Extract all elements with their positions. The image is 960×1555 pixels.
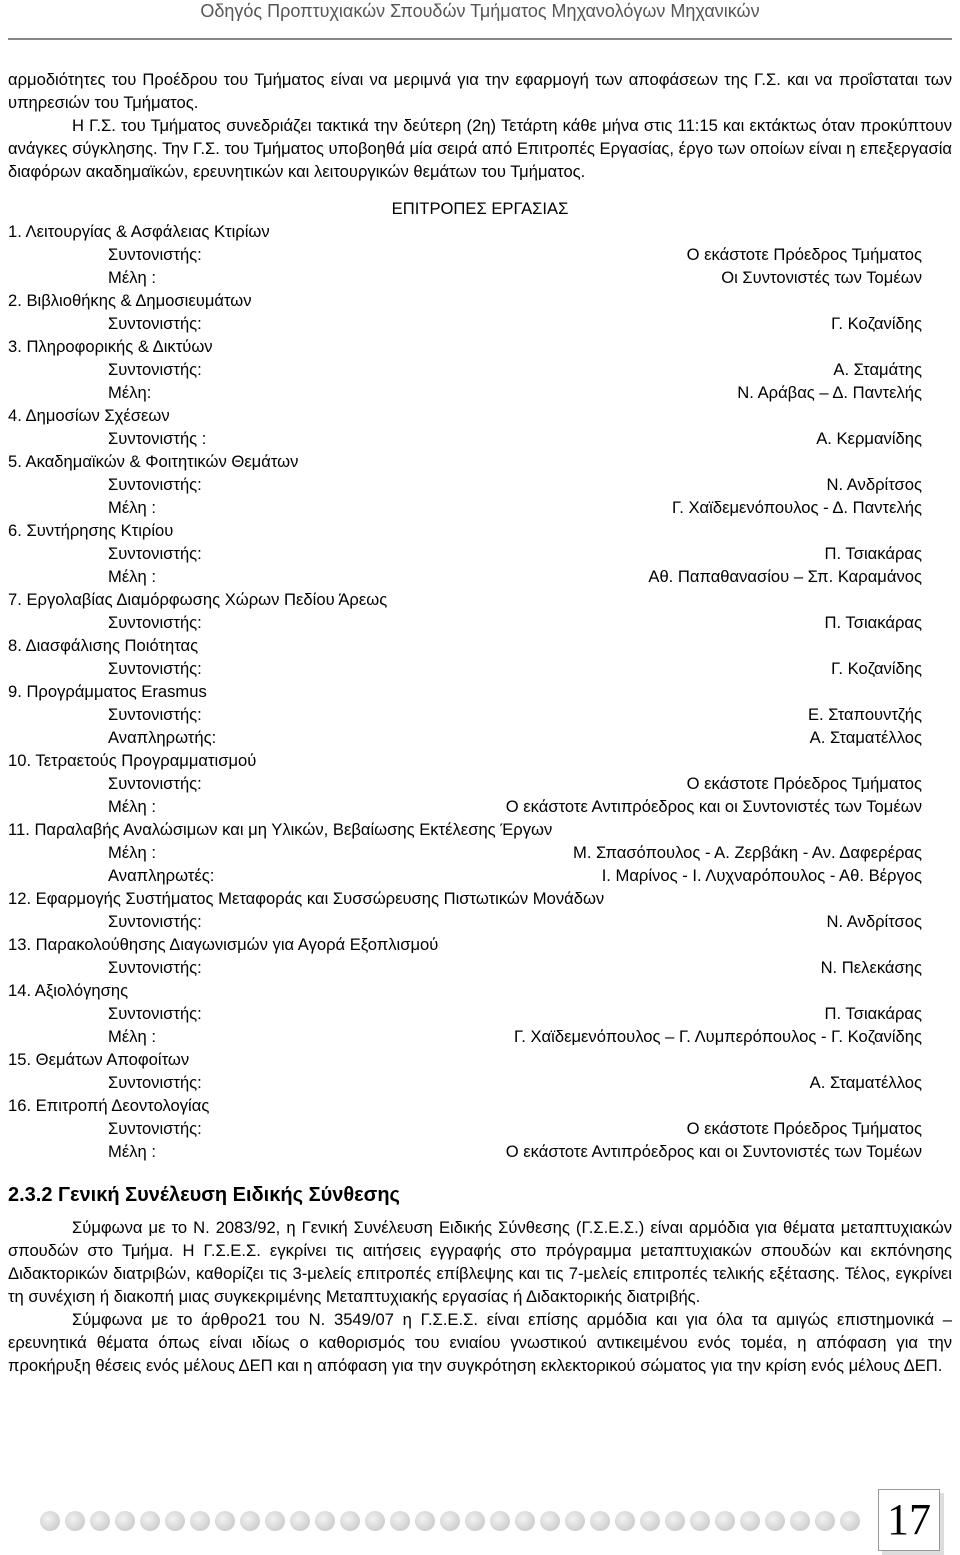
role-label: Συντονιστής: <box>108 912 202 931</box>
committee-role-row <box>8 910 952 933</box>
role-label: Μέλη : <box>108 1142 156 1161</box>
committee-item <box>8 335 952 404</box>
committee-role-row <box>8 427 952 450</box>
decorative-dot <box>465 1511 485 1531</box>
committee-role-row <box>8 358 952 381</box>
role-label: Αναπληρωτής: <box>108 728 217 747</box>
page-content <box>8 68 952 1377</box>
decorative-dot <box>290 1511 310 1531</box>
committees-list <box>8 220 952 1163</box>
section-paragraph-2: Σύμφωνα με το άρθρο21 του Ν. 3549/07 η Γ.Σ.Ε.Σ. είναι επίσης αρμόδια και για όλα τα αμιγώς επιστημονικά – ερευνητικά θέματα όπως είναι ιδίως ο καθορισμός του ενιαίου γνωστικού αντικειμένου ενός τομέα, η απόφαση για την προκήρυξη θέσεις ενός μέλους ΔΕΠ και η απόφαση για την συγκρότηση εκλεκτορικού σώματος για την κρίση ενός μέλους ΔΕΠ. <box>8 1310 952 1375</box>
role-label: Μέλη : <box>108 268 156 287</box>
committee-role-row <box>8 381 952 404</box>
decorative-dot <box>340 1511 360 1531</box>
committee-title: 13. Παρακολούθησης Διαγωνισμών για Αγορά Εξοπλισμού <box>8 935 439 954</box>
role-label: Συντονιστής: <box>108 613 202 632</box>
decorative-dot <box>265 1511 285 1531</box>
decorative-dot <box>165 1511 185 1531</box>
role-value: Ν. Ανδρίτσος <box>826 912 922 931</box>
committee-item <box>8 220 952 289</box>
committee-item <box>8 933 952 979</box>
page-number: 17 <box>878 1489 940 1551</box>
decorative-dot <box>640 1511 660 1531</box>
decorative-dot <box>690 1511 710 1531</box>
committee-title: 10. Τετραετούς Προγραμματισμού <box>8 751 257 770</box>
decorative-dot <box>765 1511 785 1531</box>
committee-item <box>8 979 952 1048</box>
role-label: Συντονιστής: <box>108 1004 202 1023</box>
role-label: Συντονιστής: <box>108 659 202 678</box>
role-value: Ν. Πελεκάσης <box>820 958 922 977</box>
role-value: Ν. Αράβας – Δ. Παντελής <box>737 383 922 402</box>
committee-role-row <box>8 312 952 335</box>
committee-title: 15. Θεμάτων Αποφοίτων <box>8 1050 190 1069</box>
intro-paragraph-1: αρμοδιότητες του Προέδρου του Τμήματος είναι να μεριμνά για την εφαρμογή των αποφάσεων της Γ.Σ. και να προΐσταται των υπηρεσιών του Τμήματος. <box>8 70 952 112</box>
role-label: Μέλη : <box>108 567 156 586</box>
decorative-dot <box>490 1511 510 1531</box>
role-value: Γ. Χαϊδεμενόπουλος - Δ. Παντελής <box>671 498 922 517</box>
decorative-dot <box>590 1511 610 1531</box>
decorative-dot <box>515 1511 535 1531</box>
role-label: Μέλη : <box>108 1027 156 1046</box>
role-value: Ο εκάστοτε Πρόεδρος Τμήματος <box>686 245 922 264</box>
decorative-dot <box>740 1511 760 1531</box>
committee-role-row <box>8 1071 952 1094</box>
role-value: Γ. Χαϊδεμενόπουλος – Γ. Λυμπερόπουλος - Γ. Κοζανίδης <box>513 1027 922 1046</box>
role-label: Μέλη: <box>108 383 152 402</box>
committee-role-row <box>8 864 952 887</box>
role-label: Συντονιστής: <box>108 475 202 494</box>
committee-item <box>8 519 952 588</box>
committee-title: 7. Εργολαβίας Διαμόρφωσης Χώρων Πεδίου Άρεως <box>8 590 388 609</box>
committee-item <box>8 404 952 450</box>
role-label: Συντονιστής: <box>108 1073 202 1092</box>
committee-title: 4. Δημοσίων Σχέσεων <box>8 406 170 425</box>
committee-role-row <box>8 611 952 634</box>
committee-role-row <box>8 266 952 289</box>
intro-paragraph-2: Η Γ.Σ. του Τμήματος συνεδριάζει τακτικά την δεύτερη (2η) Τετάρτη κάθε μήνα στις 11:15 και εκτάκτως όταν προκύπτουν ανάγκες σύγκλησης. Την Γ.Σ. του Τμήματος υποβοηθά μία σειρά από Επιτροπές Εργασίας, έργο των οποίων είναι η επεξεργασία διαφόρων ακαδημαϊκών, ερευνητικών και λειτουργικών θεμάτων του Τμήματος. <box>8 116 952 181</box>
committee-role-row <box>8 841 952 864</box>
decorative-dot <box>715 1511 735 1531</box>
committee-role-row <box>8 565 952 588</box>
committee-role-row <box>8 473 952 496</box>
committee-title: 11. Παραλαβής Αναλώσιμων και μη Υλικών, Βεβαίωσης Εκτέλεσης Έργων <box>8 820 553 839</box>
committee-item <box>8 887 952 933</box>
committee-role-row <box>8 726 952 749</box>
decorative-dot <box>365 1511 385 1531</box>
committee-item <box>8 680 952 749</box>
role-label: Συντονιστής: <box>108 314 202 333</box>
committee-title: 14. Αξιολόγησης <box>8 981 129 1000</box>
decorative-dot <box>440 1511 460 1531</box>
role-value: Οι Συντονιστές των Τομέων <box>721 268 922 287</box>
committee-title: 3. Πληροφορικής & Δικτύων <box>8 337 213 356</box>
role-label: Μέλη : <box>108 797 156 816</box>
role-label: Μέλη : <box>108 843 156 862</box>
committee-item <box>8 634 952 680</box>
role-label: Συντονιστής: <box>108 705 202 724</box>
role-value: Ι. Μαρίνος - Ι. Λυχναρόπουλος - Αθ. Βέργος <box>601 866 922 885</box>
committee-title: 6. Συντήρησης Κτιρίου <box>8 521 174 540</box>
committee-role-row <box>8 795 952 818</box>
role-value: Α. Σταματέλλος <box>809 1073 922 1092</box>
role-value: Π. Τσιακάρας <box>824 1004 922 1023</box>
committee-title: 5. Ακαδημαϊκών & Φοιτητικών Θεμάτων <box>8 452 299 471</box>
decorative-dot <box>815 1511 835 1531</box>
decorative-dot <box>40 1511 60 1531</box>
committee-title: 9. Προγράμματος Erasmus <box>8 682 207 701</box>
role-label: Αναπληρωτές: <box>108 866 215 885</box>
committee-role-row <box>8 703 952 726</box>
role-label: Μέλη : <box>108 498 156 517</box>
committee-role-row <box>8 496 952 519</box>
committee-role-row <box>8 956 952 979</box>
role-value: Ο εκάστοτε Πρόεδρος Τμήματος <box>686 774 922 793</box>
decorative-dot <box>65 1511 85 1531</box>
committee-title: 16. Επιτροπή Δεοντολογίας <box>8 1096 210 1115</box>
decorative-dot <box>615 1511 635 1531</box>
committee-item <box>8 289 952 335</box>
committee-item <box>8 1094 952 1163</box>
role-value: Π. Τσιακάρας <box>824 544 922 563</box>
decorative-dot <box>415 1511 435 1531</box>
decorative-dot <box>115 1511 135 1531</box>
committee-role-row <box>8 772 952 795</box>
section-heading: 2.3.2 Γενική Συνέλευση Ειδικής Σύνθεσης <box>8 1184 400 1206</box>
role-label: Συντονιστής: <box>108 360 202 379</box>
role-value: Αθ. Παπαθανασίου – Σπ. Καραμάνος <box>648 567 922 586</box>
decorative-dot <box>540 1511 560 1531</box>
committee-title: 1. Λειτουργίας & Ασφάλειας Κτιρίων <box>8 222 270 241</box>
decorative-dot <box>215 1511 235 1531</box>
committee-item <box>8 1048 952 1094</box>
running-header: Οδηγός Προπτυχιακών Σπουδών Τμήματος Μηχανολόγων Μηχανικών <box>200 1 760 21</box>
decorative-dot <box>315 1511 335 1531</box>
role-label: Συντονιστής : <box>108 429 207 448</box>
role-value: Α. Σταμάτης <box>833 360 922 379</box>
committees-heading: ΕΠΙΤΡΟΠΕΣ ΕΡΓΑΣΙΑΣ <box>391 199 569 218</box>
committee-item <box>8 749 952 818</box>
decorative-dot <box>140 1511 160 1531</box>
role-label: Συντονιστής: <box>108 544 202 563</box>
committee-title: 8. Διασφάλισης Ποιότητας <box>8 636 199 655</box>
role-value: Ο εκάστοτε Πρόεδρος Τμήματος <box>686 1119 922 1138</box>
role-value: Ο εκάστοτε Αντιπρόεδρος και οι Συντονιστές των Τομέων <box>505 797 922 816</box>
role-value: Ν. Ανδρίτσος <box>826 475 922 494</box>
section-paragraph-1: Σύμφωνα με το Ν. 2083/92, η Γενική Συνέλευση Ειδικής Σύνθεσης (Γ.Σ.Ε.Σ.) είναι αρμόδια για θέματα μεταπτυχιακών σπουδών στο Τμήμα. Η Γ.Σ.Ε.Σ. εγκρίνει τις αιτήσεις εγγραφής στο πρόγραμμα μεταπτυχιακών σπουδών και εκπόνησης Διδακτορικών διατριβών, καθορίζει τις 3-μελείς επιτροπές επίβλεψης και τις 7-μελείς επιτροπές τελικής εξέτασης. Τέλος, εγκρίνει τη συνέχιση ή διακοπή μιας συγκεκριμένης Μεταπτυχιακής εργασίας ή Διδακτορικής διατριβής. <box>8 1218 952 1306</box>
decorative-dot <box>90 1511 110 1531</box>
committee-title: 12. Εφαρμογής Συστήματος Μεταφοράς και Συσσώρευσης Πιστωτικών Μονάδων <box>8 889 605 908</box>
committee-role-row <box>8 1117 952 1140</box>
decorative-dot <box>240 1511 260 1531</box>
role-label: Συντονιστής: <box>108 1119 202 1138</box>
committee-item <box>8 818 952 887</box>
committee-item <box>8 450 952 519</box>
committee-role-row <box>8 243 952 266</box>
role-label: Συντονιστής: <box>108 245 202 264</box>
decorative-dot <box>665 1511 685 1531</box>
decorative-dot <box>390 1511 410 1531</box>
page-footer <box>0 1485 960 1555</box>
decorative-dot <box>565 1511 585 1531</box>
decorative-dot <box>840 1511 860 1531</box>
committee-item <box>8 588 952 634</box>
committee-role-row <box>8 657 952 680</box>
header-rule <box>8 38 952 40</box>
role-label: Συντονιστής: <box>108 774 202 793</box>
role-value: Ο εκάστοτε Αντιπρόεδρος και οι Συντονιστές των Τομέων <box>505 1142 922 1161</box>
role-value: Α. Κερμανίδης <box>816 429 922 448</box>
role-value: Ε. Σταπουντζής <box>807 705 922 724</box>
committee-role-row <box>8 1140 952 1163</box>
committee-role-row <box>8 542 952 565</box>
role-value: Α. Σταματέλλος <box>809 728 922 747</box>
role-value: Γ. Κοζανίδης <box>831 659 922 678</box>
committee-title: 2. Βιβλιοθήκης & Δημοσιευμάτων <box>8 291 252 310</box>
decorative-dot <box>790 1511 810 1531</box>
role-value: Π. Τσιακάρας <box>824 613 922 632</box>
committee-role-row <box>8 1002 952 1025</box>
committee-role-row <box>8 1025 952 1048</box>
role-value: Μ. Σπασόπουλος - Α. Ζερβάκη - Αν. Δαφερέρας <box>573 843 922 862</box>
decorative-dot <box>190 1511 210 1531</box>
decorative-dots <box>40 1511 860 1531</box>
role-value: Γ. Κοζανίδης <box>831 314 922 333</box>
role-label: Συντονιστής: <box>108 958 202 977</box>
